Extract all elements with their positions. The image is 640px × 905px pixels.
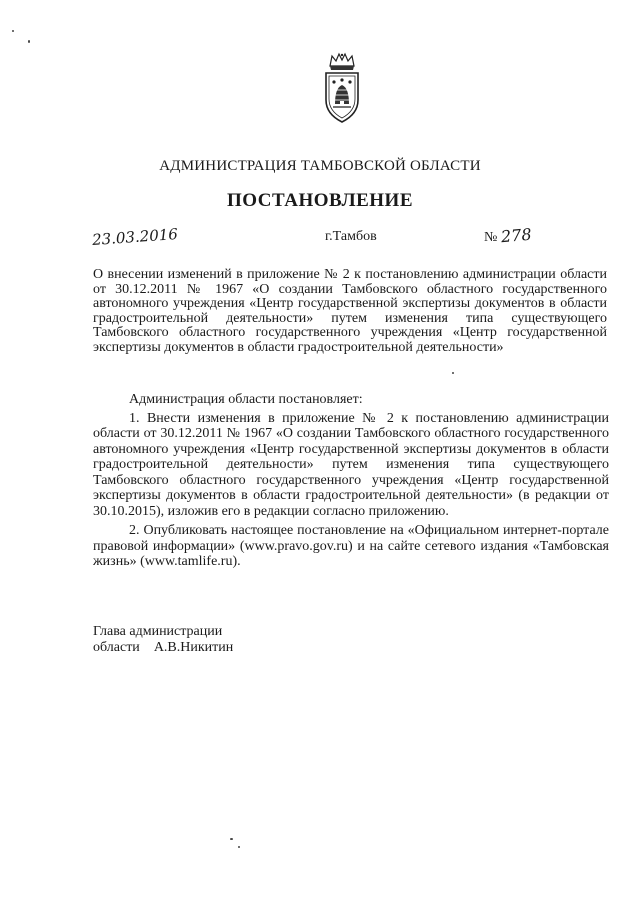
document-title: О внесении изменений в приложение № 2 к постановлению администрации области от 30.12.2011 № 1967 «О создании Тамбовского областного государственного автономного учреждения «Центр государственной экспертизы документов в области градостроительной деятельности» путем изменения типа существующего Тамбовского областного государственного учреждения «Центр государственной экспертизы документов в области градостроительной деятельности» [93,267,607,355]
scan-speck [452,372,454,374]
signature-name: А.В.Никитин [153,640,234,655]
signature-position-region: области [93,640,140,655]
number-handwritten: 278 [500,224,533,247]
coat-of-arms-icon [318,52,366,128]
scan-speck [230,838,233,840]
number-sign: № [484,230,498,245]
scan-speck [12,30,14,32]
agency-name: АДМИНИСТРАЦИЯ ТАМБОВСКОЙ ОБЛАСТИ [159,158,481,174]
document-city: г.Тамбов [325,229,377,244]
document-type: ПОСТАНОВЛЕНИЕ [226,190,414,211]
signature-position: Глава администрации [93,624,223,639]
body-item-2: 2. Опубликовать настоящее постановление на «Официальном интернет-портале правовой информации» (www.pravo.gov.ru) и на сайте сетевого издания «Тамбовская жизнь» (www.tamlife.ru). [93,523,609,569]
document-number [484,226,532,246]
scan-speck [28,40,30,43]
body-item-1: 1. Внести изменения в приложение № 2 к постановлению администрации области от 30.12.2011 № 1967 «О создании Тамбовского областного государственного автономного учреждения «Центр государственной экспертизы документов в области градостроительной деятельности» путем изменения типа существующего Тамбовского областного государственного учреждения «Центр государственной экспертизы документов в области градостроительной деятельности» (в редакции от 30.10.2015), изложив его в редакции согласно приложению. [93,410,609,519]
scan-speck [238,846,240,848]
document-date: 23.03.2016 [91,225,179,249]
body-intro: Администрация области постановляет: [129,392,363,407]
document-body [93,392,609,570]
signature-block [93,624,233,656]
